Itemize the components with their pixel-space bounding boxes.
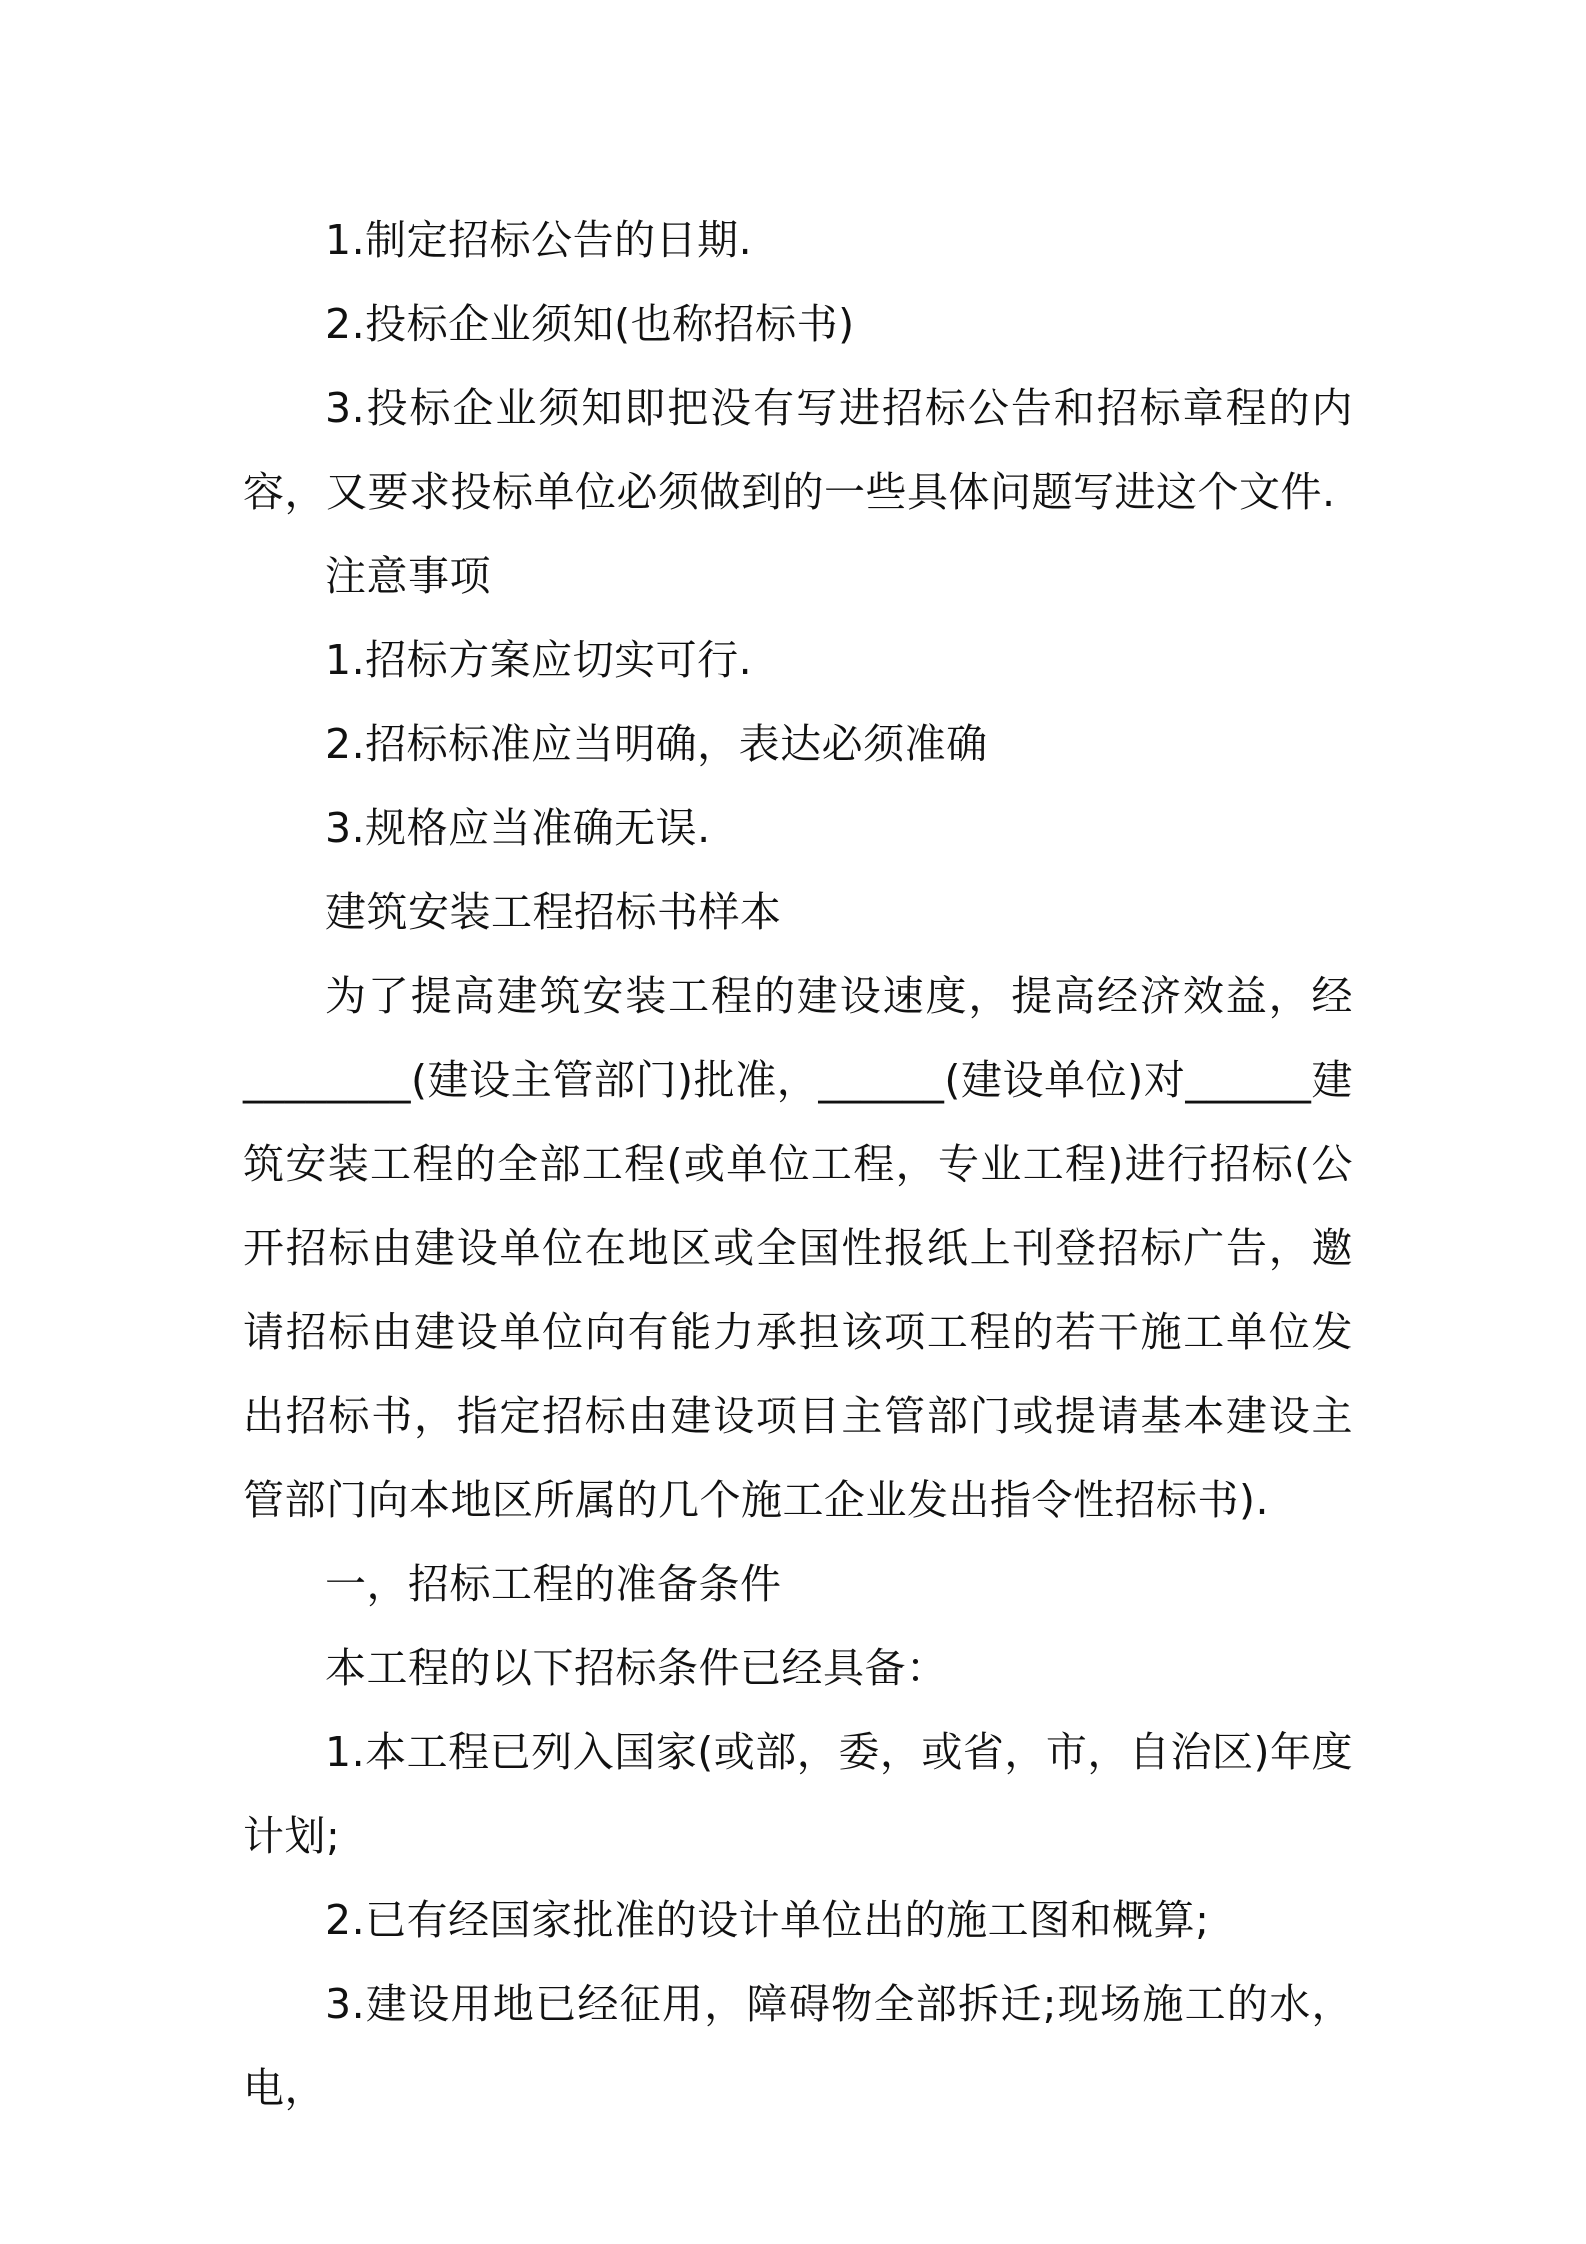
document-body [243,198,1353,2130]
section-heading-conditions: 一，招标工程的准备条件 [325,1560,782,1608]
section-heading-notes: 注意事项 [325,552,491,600]
paragraph-11: 本工程的以下招标条件已经具备： [325,1644,948,1692]
paragraph-7: 3.规格应当准确无误. [325,804,711,852]
paragraph-13: 2.已有经国家批准的设计单位出的施工图和概算; [325,1896,1210,1944]
paragraph-14: 3.建设用地已经征用，障碍物全部拆迁;现场施工的水，电， [243,1980,1353,2112]
paragraph-9: 为了提高建筑安装工程的建设速度，提高经济效益，经________(建设主管部门)批准，______(建设单位)对______建筑安装工程的全部工程(或单位工程，专业工程)进行招标(公开招标由建设单位在地区或全国性报纸上刊登招标广告，邀请招标由建设单位向有能力承担该项工程的若干施工单位发出招标书，指定招标由建设项目主管部门或提请基本建设主管部门向本地区所属的几个施工企业发出指令性招标书). [243,972,1353,1524]
paragraph-12: 1.本工程已列入国家(或部，委，或省，市，自治区)年度计划; [243,1728,1353,1860]
paragraph-6: 2.招标标准应当明确，表达必须准确 [325,720,988,768]
paragraph-1: 1.制定招标公告的日期. [325,216,753,264]
paragraph-2: 2.投标企业须知(也称招标书) [325,300,855,348]
paragraph-5: 1.招标方案应切实可行. [325,636,753,684]
section-heading-sample: 建筑安装工程招标书样本 [325,888,782,936]
paragraph-3: 3.投标企业须知即把没有写进招标公告和招标章程的内容，又要求投标单位必须做到的一些具体问题写进这个文件. [243,384,1353,516]
